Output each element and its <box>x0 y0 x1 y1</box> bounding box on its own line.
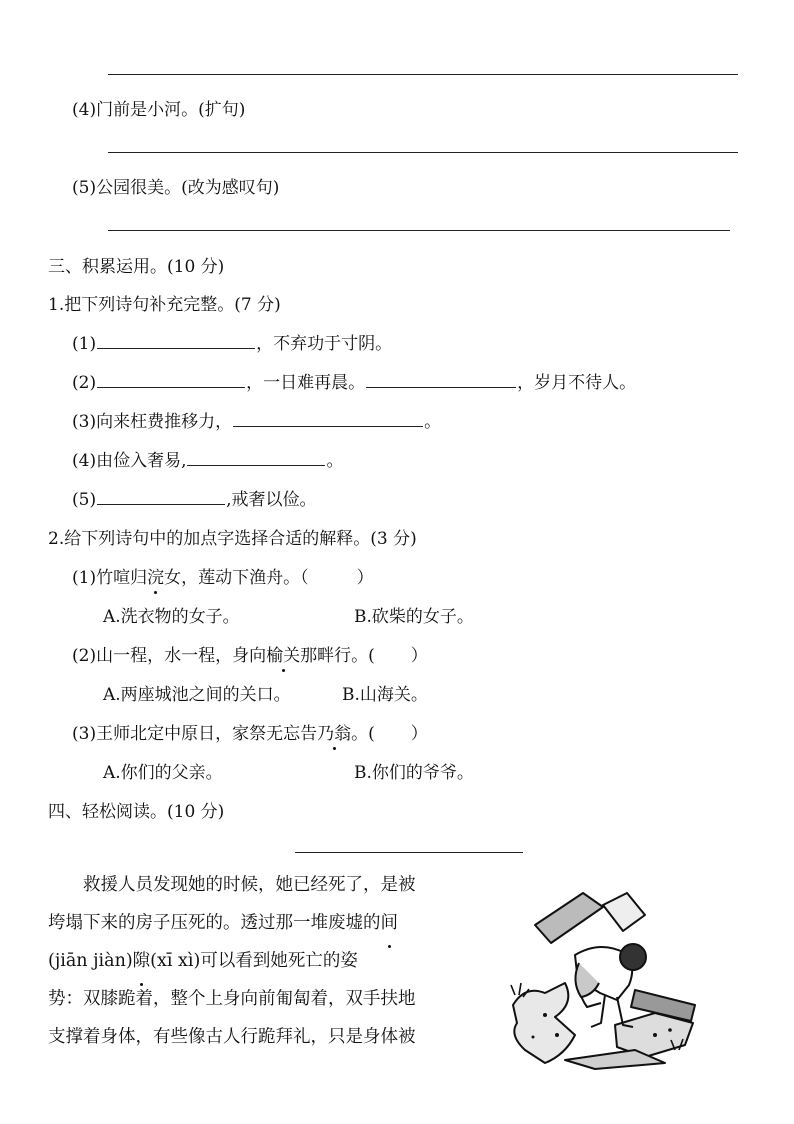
rubble-illustration <box>505 885 700 1070</box>
explain-item-2-pre: (2)山一程，水一程，身向 <box>72 646 267 666</box>
section-3-question-1-title: 1.把下列诗句补充完整。(7 分) <box>48 295 281 315</box>
poem-blank-3[interactable] <box>233 408 423 427</box>
poem-blank-5[interactable] <box>97 486 225 505</box>
passage-line-5 <box>48 1018 468 1056</box>
poem-line-1-text: ，不弃功于寸阴。 <box>256 334 393 354</box>
passage-text: (xī xì)可以看到她死亡的姿 <box>150 951 358 971</box>
explain-item-1 <box>72 563 374 588</box>
dotted-word: 乃翁 <box>317 719 351 744</box>
pinyin-text: (jiān jiàn) <box>48 951 133 971</box>
dotted-char: 间 <box>381 904 399 942</box>
poem-line-2-number: (2) <box>72 373 97 393</box>
poem-line-2 <box>72 368 636 393</box>
question-4-label: (4)门前是小河。(扩句) <box>72 100 246 120</box>
poem-line-5 <box>72 485 317 510</box>
question-5-label: (5)公园很美。(改为感叹句) <box>72 178 280 198</box>
poem-line-2-mid: ，一日难再晨。 <box>246 373 366 393</box>
poem-line-3 <box>72 407 441 432</box>
explain-item-1-pre: (1)竹喧归 <box>72 568 148 588</box>
poem-blank-2b[interactable] <box>366 369 516 388</box>
poem-line-5-number: (5) <box>72 490 97 510</box>
option-3a: A.你们的父亲。 <box>103 763 223 783</box>
poem-line-5-text: ,戒奢以俭。 <box>226 490 317 510</box>
poem-line-1-number: (1) <box>72 334 97 354</box>
reading-passage <box>48 866 468 1056</box>
passage-text: 支撑着身体，有些像古人行跪拜礼，只是身体被 <box>48 1027 416 1047</box>
passage-title-blank[interactable] <box>295 852 523 853</box>
poem-line-3-text: (3)向来枉费推移力， <box>72 412 233 432</box>
section-4-title: 四、轻松阅读。(10 分) <box>48 802 225 822</box>
dotted-char: 隙 <box>133 942 151 980</box>
poem-line-3-end: 。 <box>424 412 442 432</box>
passage-text: 势：双膝跪着，整个上身向前匍匐着，双手扶地 <box>48 989 416 1009</box>
explain-item-3 <box>72 719 428 744</box>
passage-text: 垮塌下来的房子压死的。透过那一堆废墟的 <box>48 913 381 933</box>
poem-line-4 <box>72 446 343 471</box>
poem-blank-2a[interactable] <box>97 369 245 388</box>
paren-close: ） <box>410 646 428 666</box>
passage-line-2 <box>48 904 468 942</box>
option-1b: B.砍柴的女子。 <box>354 607 474 627</box>
passage-line-4 <box>48 980 468 1018</box>
dotted-char: 浣 <box>147 563 164 588</box>
poem-blank-4[interactable] <box>187 447 325 466</box>
option-1a: A.洗衣物的女子。 <box>103 607 240 627</box>
paren-close: ） <box>356 568 374 588</box>
answer-line-5 <box>108 230 730 231</box>
dotted-word: 榆关 <box>266 641 300 666</box>
option-2a: A.两座城池之间的关口。 <box>103 685 291 705</box>
option-3b: B.你们的爷爷。 <box>354 763 474 783</box>
passage-line-1 <box>48 866 468 904</box>
poem-blank-1[interactable] <box>97 330 255 349</box>
paren-close: ） <box>410 724 428 744</box>
poem-line-1 <box>72 329 392 354</box>
passage-line-3 <box>48 942 468 980</box>
explain-item-2 <box>72 641 428 666</box>
explain-item-2-post: 那畔行。( <box>300 646 375 666</box>
section-3-question-2-title: 2.给下列诗句中的加点字选择合适的解释。(3 分) <box>48 529 417 549</box>
answer-line-4 <box>108 152 738 153</box>
passage-text: 救援人员发现她的时候，她已经死了，是被 <box>83 875 416 895</box>
explain-item-3-pre: (3)王师北定中原日，家祭无忘告 <box>72 724 318 744</box>
poem-line-4-text: (4)由俭入奢易, <box>72 451 187 471</box>
poem-line-2-end: ，岁月不待人。 <box>517 373 637 393</box>
poem-line-4-end: 。 <box>326 451 344 471</box>
answer-line-3 <box>108 74 738 75</box>
explain-item-1-post: 女，莲动下渔舟。（ <box>164 568 309 588</box>
section-3-title: 三、积累运用。(10 分) <box>48 257 225 277</box>
option-2b: B.山海关。 <box>342 685 428 705</box>
explain-item-3-post: 。( <box>351 724 375 744</box>
